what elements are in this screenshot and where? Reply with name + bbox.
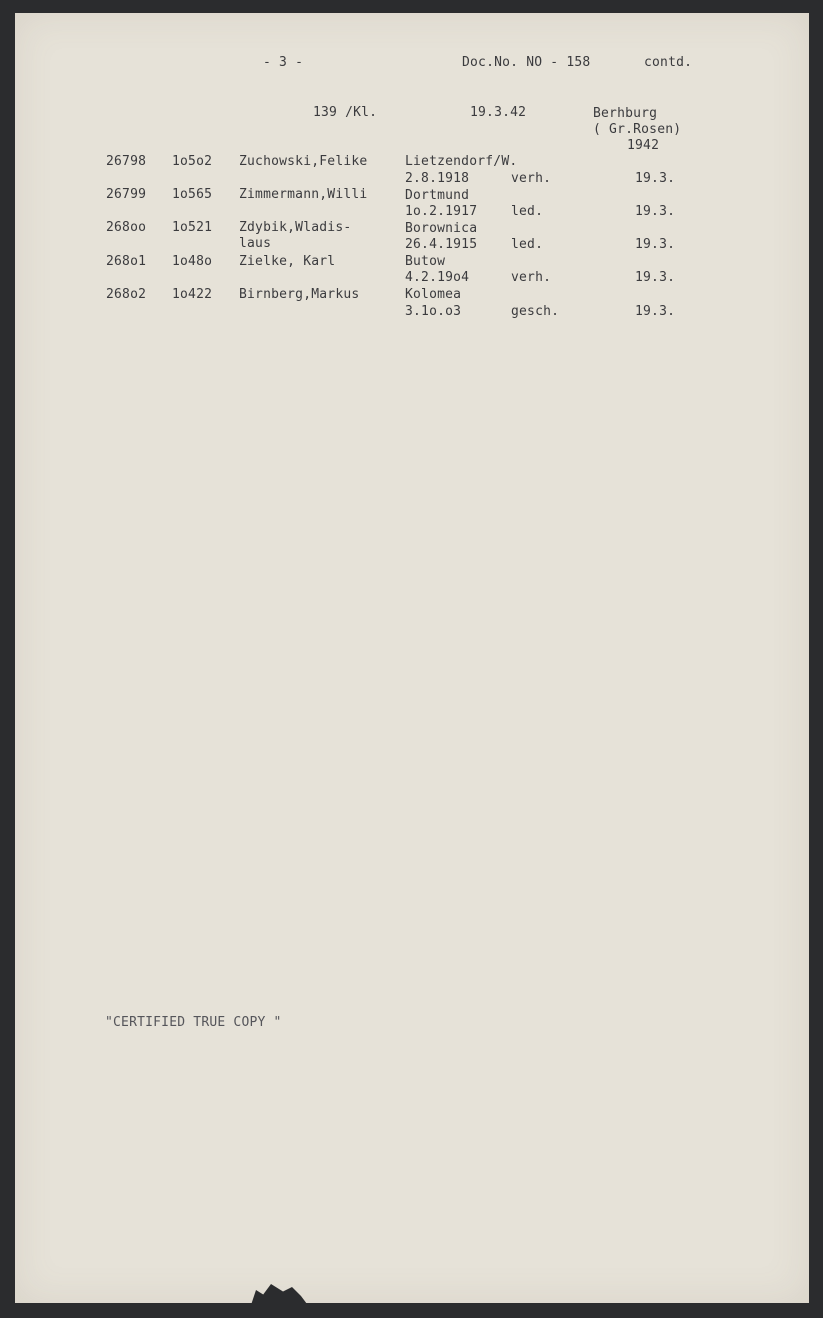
prisoner-number: 26798 bbox=[106, 154, 147, 169]
prisoner-name: Birnberg,Markus bbox=[239, 287, 360, 302]
birthdate: 1o.2.1917 bbox=[405, 204, 478, 219]
birthplace: Dortmund bbox=[405, 188, 470, 203]
prisoner-id: 1o565 bbox=[172, 187, 213, 202]
entry-date: 19.3. bbox=[635, 237, 676, 252]
birthplace: Kolomea bbox=[405, 287, 462, 302]
document-number: Doc.No. NO - 158 bbox=[462, 55, 591, 70]
prisoner-name: Zimmermann,Willi bbox=[239, 187, 368, 202]
marital-status: verh. bbox=[511, 171, 552, 186]
prisoner-id: 1o521 bbox=[172, 220, 213, 235]
prisoner-name: Zielke, Karl bbox=[239, 254, 336, 269]
birthdate: 2.8.1918 bbox=[405, 171, 470, 186]
prisoner-number: 26799 bbox=[106, 187, 147, 202]
continued-label: contd. bbox=[644, 55, 693, 70]
entry-date: 19.3. bbox=[635, 171, 676, 186]
certified-true-copy: "CERTIFIED TRUE COPY " bbox=[105, 1015, 282, 1030]
destination-line-3: 1942 bbox=[627, 138, 660, 153]
marital-status: led. bbox=[511, 237, 544, 252]
birthdate: 26.4.1915 bbox=[405, 237, 478, 252]
birthplace: Borownica bbox=[405, 221, 478, 236]
prisoner-name: Zdybik,Wladis- bbox=[239, 220, 352, 235]
prisoner-id: 1o48o bbox=[172, 254, 213, 269]
prisoner-name-continued: laus bbox=[239, 236, 272, 251]
entry-date: 19.3. bbox=[635, 204, 676, 219]
destination-line-2: ( Gr.Rosen) bbox=[593, 122, 682, 137]
marital-status: led. bbox=[511, 204, 544, 219]
entry-date: 19.3. bbox=[635, 304, 676, 319]
document-page bbox=[15, 13, 809, 1303]
birthplace: Lietzendorf/W. bbox=[405, 154, 518, 169]
destination-line-1: Berhburg bbox=[593, 106, 658, 121]
prisoner-id: 1o5o2 bbox=[172, 154, 213, 169]
prisoner-id: 1o422 bbox=[172, 287, 213, 302]
prisoner-number: 268oo bbox=[106, 220, 147, 235]
birthdate: 3.1o.o3 bbox=[405, 304, 462, 319]
transport-label: 139 /Kl. bbox=[313, 105, 378, 120]
birthdate: 4.2.19o4 bbox=[405, 270, 470, 285]
entry-date: 19.3. bbox=[635, 270, 676, 285]
prisoner-number: 268o1 bbox=[106, 254, 147, 269]
page-number: - 3 - bbox=[263, 55, 304, 70]
prisoner-number: 268o2 bbox=[106, 287, 147, 302]
birthplace: Butow bbox=[405, 254, 446, 269]
transport-date: 19.3.42 bbox=[470, 105, 527, 120]
marital-status: verh. bbox=[511, 270, 552, 285]
marital-status: gesch. bbox=[511, 304, 560, 319]
prisoner-name: Zuchowski,Felike bbox=[239, 154, 368, 169]
